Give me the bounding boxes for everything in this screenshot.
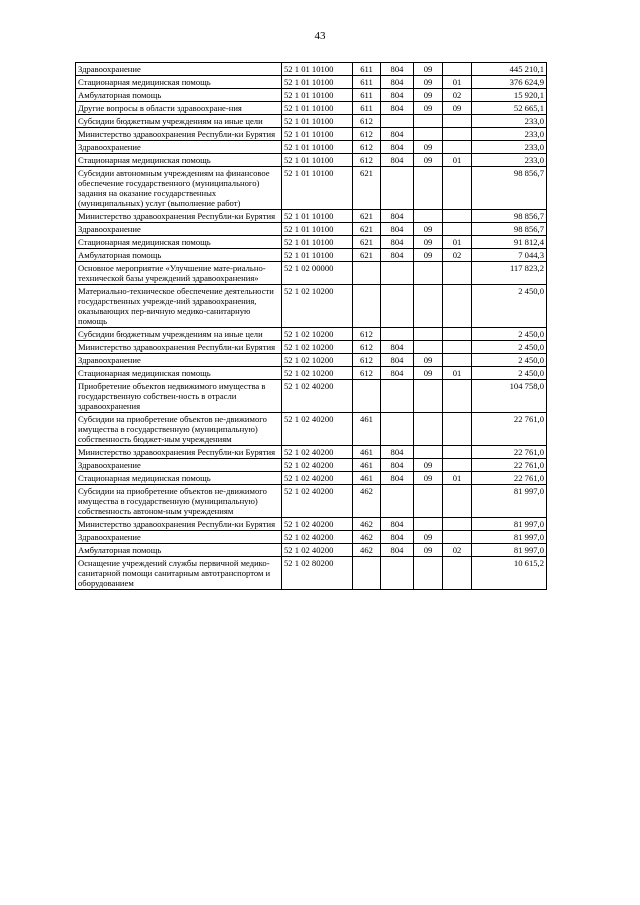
expense-type-code: 612 [353,341,381,354]
expense-type-code: 461 [353,459,381,472]
expense-type-code: 611 [353,102,381,115]
target-code: 52 1 02 40200 [282,459,353,472]
ministry-code: 804 [381,236,414,249]
table-row [76,89,547,102]
ministry-code: 804 [381,446,414,459]
ministry-code: 804 [381,141,414,154]
ministry-code [381,285,414,328]
ministry-code: 804 [381,518,414,531]
expense-type-code: 462 [353,531,381,544]
section-code: 09 [414,531,443,544]
subsection-code [443,557,472,590]
section-code [414,328,443,341]
ministry-code: 804 [381,249,414,262]
subsection-code [443,223,472,236]
row-name: Стационарная медицинская помощь [76,76,282,89]
amount: 10 615,2 [472,557,547,590]
ministry-code: 804 [381,223,414,236]
table-row [76,223,547,236]
expense-type-code [353,557,381,590]
target-code: 52 1 02 80200 [282,557,353,590]
row-name: Другие вопросы в области здравоохране-ния [76,102,282,115]
target-code: 52 1 02 40200 [282,518,353,531]
amount: 91 812,4 [472,236,547,249]
amount: 233,0 [472,141,547,154]
table-row [76,472,547,485]
ministry-code: 804 [381,89,414,102]
table-row [76,141,547,154]
row-name: Стационарная медицинская помощь [76,472,282,485]
ministry-code [381,115,414,128]
target-code: 52 1 02 00000 [282,262,353,285]
section-code [414,485,443,518]
amount: 22 761,0 [472,446,547,459]
table-row [76,210,547,223]
target-code: 52 1 02 40200 [282,485,353,518]
table-row [76,341,547,354]
table-row [76,328,547,341]
row-name: Министерство здравоохранения Республи-ки Бурятия [76,210,282,223]
row-name: Материально-техническое обеспечение деятельности государственных учрежде-ний здравоохранения, оказывающих пер-вичную медико-санитарную помощь [76,285,282,328]
expense-type-code [353,285,381,328]
target-code: 52 1 01 10100 [282,102,353,115]
section-code: 09 [414,76,443,89]
ministry-code: 804 [381,102,414,115]
target-code: 52 1 02 40200 [282,472,353,485]
section-code: 09 [414,544,443,557]
ministry-code [381,380,414,413]
ministry-code [381,413,414,446]
section-code: 09 [414,63,443,76]
amount: 2 450,0 [472,354,547,367]
amount: 104 758,0 [472,380,547,413]
amount: 22 761,0 [472,413,547,446]
ministry-code: 804 [381,531,414,544]
ministry-code: 804 [381,472,414,485]
table-row [76,544,547,557]
row-name: Субсидии бюджетным учреждениям на иные цели [76,115,282,128]
target-code: 52 1 02 10200 [282,341,353,354]
section-code: 09 [414,367,443,380]
target-code: 52 1 01 10100 [282,115,353,128]
amount: 7 044,3 [472,249,547,262]
table-row [76,63,547,76]
table-row [76,262,547,285]
expense-type-code: 612 [353,367,381,380]
row-name: Здравоохранение [76,63,282,76]
subsection-code [443,262,472,285]
expense-type-code: 462 [353,544,381,557]
section-code: 09 [414,89,443,102]
target-code: 52 1 01 10100 [282,223,353,236]
row-name: Амбулаторная помощь [76,249,282,262]
ministry-code [381,557,414,590]
expense-type-code: 611 [353,89,381,102]
table-row [76,154,547,167]
ministry-code: 804 [381,128,414,141]
expense-type-code [353,380,381,413]
target-code: 52 1 01 10100 [282,167,353,210]
ministry-code: 804 [381,341,414,354]
table-row [76,354,547,367]
amount: 2 450,0 [472,367,547,380]
target-code: 52 1 02 10200 [282,367,353,380]
expense-type-code: 612 [353,141,381,154]
amount: 81 997,0 [472,518,547,531]
amount: 2 450,0 [472,328,547,341]
table-row [76,236,547,249]
expense-type-code: 621 [353,249,381,262]
target-code: 52 1 02 10200 [282,354,353,367]
section-code [414,446,443,459]
row-name: Здравоохранение [76,531,282,544]
table-row [76,413,547,446]
amount: 52 665,1 [472,102,547,115]
subsection-code [443,413,472,446]
amount: 22 761,0 [472,472,547,485]
table-row [76,446,547,459]
amount: 98 856,7 [472,223,547,236]
expense-type-code: 612 [353,354,381,367]
target-code: 52 1 02 40200 [282,544,353,557]
section-code: 09 [414,354,443,367]
section-code: 09 [414,141,443,154]
table-row [76,518,547,531]
row-name: Министерство здравоохранения Республи-ки Бурятия [76,446,282,459]
ministry-code: 804 [381,367,414,380]
target-code: 52 1 02 10200 [282,285,353,328]
subsection-code [443,210,472,223]
row-name: Министерство здравоохранения Республи-ки Бурятия [76,341,282,354]
section-code: 09 [414,102,443,115]
row-name: Здравоохранение [76,141,282,154]
table-row [76,249,547,262]
expense-type-code: 611 [353,76,381,89]
subsection-code [443,485,472,518]
ministry-code: 804 [381,63,414,76]
amount: 233,0 [472,128,547,141]
expense-type-code: 461 [353,446,381,459]
target-code: 52 1 02 40200 [282,531,353,544]
expense-type-code: 621 [353,236,381,249]
subsection-code [443,341,472,354]
section-code [414,115,443,128]
section-code [414,210,443,223]
table-row [76,167,547,210]
expense-type-code: 461 [353,413,381,446]
expense-type-code: 621 [353,223,381,236]
section-code [414,262,443,285]
ministry-code: 804 [381,154,414,167]
ministry-code [381,262,414,285]
expense-type-code: 612 [353,128,381,141]
ministry-code [381,167,414,210]
expense-type-code [353,262,381,285]
section-code: 09 [414,223,443,236]
amount: 445 210,1 [472,63,547,76]
table-row [76,76,547,89]
amount: 81 997,0 [472,531,547,544]
subsection-code [443,518,472,531]
expense-type-code: 621 [353,210,381,223]
expense-type-code: 612 [353,328,381,341]
ministry-code [381,485,414,518]
expense-type-code: 612 [353,115,381,128]
subsection-code [443,128,472,141]
table-row [76,459,547,472]
row-name: Здравоохранение [76,223,282,236]
section-code: 09 [414,154,443,167]
subsection-code: 01 [443,472,472,485]
subsection-code: 02 [443,89,472,102]
amount: 2 450,0 [472,341,547,354]
table-row [76,115,547,128]
amount: 233,0 [472,115,547,128]
row-name: Субсидии бюджетным учреждениям на иные цели [76,328,282,341]
subsection-code: 01 [443,154,472,167]
expense-type-code: 461 [353,472,381,485]
expense-type-code: 621 [353,167,381,210]
table-row [76,485,547,518]
amount: 98 856,7 [472,210,547,223]
table-row [76,380,547,413]
subsection-code: 01 [443,236,472,249]
subsection-code [443,446,472,459]
subsection-code [443,167,472,210]
target-code: 52 1 02 10200 [282,328,353,341]
subsection-code: 01 [443,367,472,380]
page-number: 43 [314,30,326,42]
section-code: 09 [414,236,443,249]
target-code: 52 1 01 10100 [282,141,353,154]
table-row [76,557,547,590]
subsection-code [443,285,472,328]
row-name: Стационарная медицинская помощь [76,154,282,167]
target-code: 52 1 01 10100 [282,249,353,262]
section-code [414,167,443,210]
ministry-code: 804 [381,76,414,89]
target-code: 52 1 01 10100 [282,154,353,167]
target-code: 52 1 01 10100 [282,89,353,102]
section-code [414,413,443,446]
budget-table [75,62,547,590]
row-name: Оснащение учреждений службы первичной медико-санитарной помощи санитарным автотранспортом и оборудованием [76,557,282,590]
row-name: Субсидии на приобретение объектов не-движимого имущества в государственную (муниципальную) собственность автоном-ным учреждениям [76,485,282,518]
table-row [76,128,547,141]
subsection-code: 09 [443,102,472,115]
section-code: 09 [414,472,443,485]
section-code [414,518,443,531]
ministry-code: 804 [381,459,414,472]
subsection-code [443,141,472,154]
ministry-code: 804 [381,210,414,223]
section-code: 09 [414,249,443,262]
row-name: Стационарная медицинская помощь [76,236,282,249]
expense-type-code: 611 [353,63,381,76]
target-code: 52 1 01 10100 [282,76,353,89]
table-row [76,367,547,380]
expense-type-code: 462 [353,518,381,531]
row-name: Министерство здравоохранения Республи-ки Бурятия [76,128,282,141]
subsection-code [443,531,472,544]
row-name: Амбулаторная помощь [76,89,282,102]
ministry-code [381,328,414,341]
row-name: Субсидии на приобретение объектов не-движимого имущества в государственную (муниципальную) собственность бюджет-ным учреждениям [76,413,282,446]
amount: 22 761,0 [472,459,547,472]
table-row [76,531,547,544]
subsection-code [443,459,472,472]
table-row [76,285,547,328]
ministry-code: 804 [381,544,414,557]
ministry-code: 804 [381,354,414,367]
section-code [414,557,443,590]
target-code: 52 1 02 40200 [282,380,353,413]
subsection-code [443,115,472,128]
amount: 233,0 [472,154,547,167]
subsection-code [443,328,472,341]
section-code [414,380,443,413]
amount: 15 920,1 [472,89,547,102]
target-code: 52 1 01 10100 [282,210,353,223]
row-name: Амбулаторная помощь [76,544,282,557]
subsection-code: 02 [443,249,472,262]
target-code: 52 1 01 10100 [282,63,353,76]
target-code: 52 1 02 40200 [282,446,353,459]
section-code [414,341,443,354]
subsection-code [443,354,472,367]
expense-type-code: 612 [353,154,381,167]
amount: 98 856,7 [472,167,547,210]
subsection-code: 01 [443,76,472,89]
subsection-code [443,63,472,76]
amount: 81 997,0 [472,544,547,557]
target-code: 52 1 02 40200 [282,413,353,446]
expense-type-code: 462 [353,485,381,518]
section-code: 09 [414,459,443,472]
target-code: 52 1 01 10100 [282,128,353,141]
section-code [414,285,443,328]
subsection-code: 02 [443,544,472,557]
row-name: Министерство здравоохранения Республи-ки Бурятия [76,518,282,531]
amount: 81 997,0 [472,485,547,518]
row-name: Приобретение объектов недвижимого имущества в государственную собствен-ность в отрасли здравоохранения [76,380,282,413]
row-name: Основное мероприятие «Улучшение мате-риально-технической базы учреждений здравоохранения» [76,262,282,285]
section-code [414,128,443,141]
amount: 2 450,0 [472,285,547,328]
row-name: Стационарная медицинская помощь [76,367,282,380]
subsection-code [443,380,472,413]
row-name: Субсидии автономным учреждениям на финансовое обеспечение государственного (муниципального) задания на оказание государственных (муниципальных) услуг (выполнение работ) [76,167,282,210]
row-name: Здравоохранение [76,354,282,367]
amount: 376 624,9 [472,76,547,89]
row-name: Здравоохранение [76,459,282,472]
amount: 117 823,2 [472,262,547,285]
table-row [76,102,547,115]
target-code: 52 1 01 10100 [282,236,353,249]
